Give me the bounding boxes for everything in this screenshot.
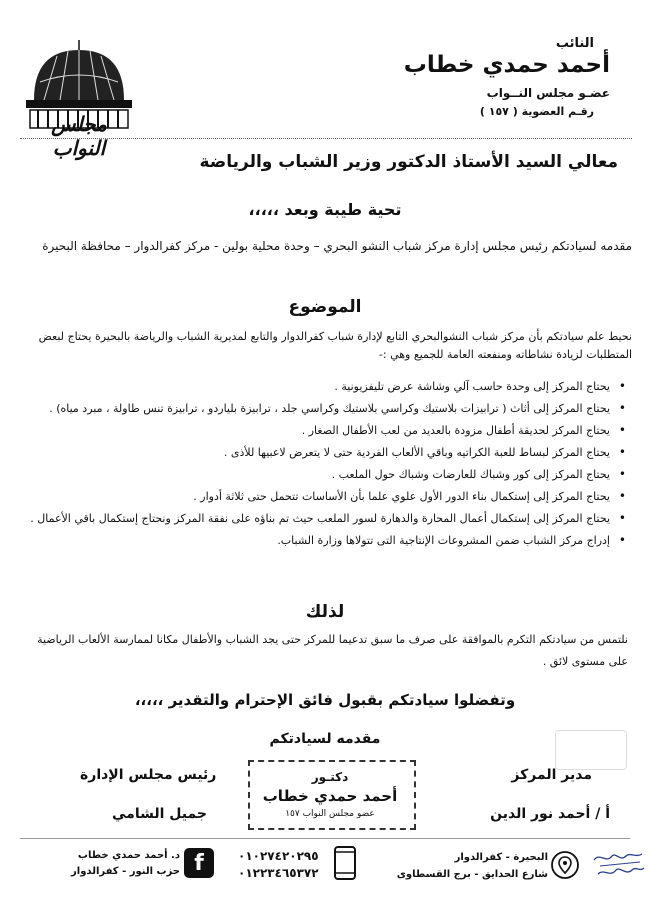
logo-text: مجلس النواب (51, 112, 107, 160)
phone-number-2: ٠١٢٢٣٤٦٥٣٧٢ (238, 866, 319, 880)
list-item: • يحتاج المركز لبساط للعبة الكراتيه وباقي الألعاب الفردية حتى لا يتعرض لاعبيها للأذى . (18, 444, 630, 461)
subject-heading: الموضوع (288, 297, 362, 317)
footer-party: حزب النور - كفرالدوار (71, 866, 180, 877)
board-head-name: جميل الشامي (112, 806, 207, 822)
header-membership-number: رقـم العضوية ( ١٥٧ ) (479, 105, 594, 118)
header-divider (20, 138, 632, 139)
footer-address-line-1: البحيرة - كفرالدوار (454, 852, 548, 863)
footer-name: د. أحمد حمدي خطاب (77, 850, 180, 861)
location-pin-icon (550, 850, 580, 880)
header-title: النائب (555, 36, 594, 51)
regards-line: وتفضلوا سيادتكم بقبول فائق الإحترام والتقدير ،،،،، (134, 691, 516, 709)
handwritten-signature (590, 846, 648, 886)
stamp-line-3: عضو مجلس النواب ١٥٧ (285, 809, 375, 819)
closing-request: نلتمس من سيادتكم التكرم بالموافقة على صرف ما سبق تدعيما للمركز حتى يجد الشباب والأطفال مكانا لممارسة الألعاب الرياضية على مستوى لائق . (37, 633, 628, 668)
list-item: • يحتاج المركز إلى وحدة حاسب آلي وشاشة عرض تليفزيونية . (18, 378, 630, 395)
header-name: أحمد حمدي خطاب (403, 52, 610, 78)
list-item: • يحتاج المركز إلى أثاث ( ترابيزات بلاستيك وكراسي بلاستيك وكراسي جلد ، ترابيزة بلياردو ، ترابيزة تنس طاولة ، مبرد مياه) . (18, 400, 630, 417)
stamp-line-1: دكتـور (311, 770, 349, 784)
mobile-phone-icon (332, 846, 358, 880)
submitted-by: مقدمه لسيادتكم (269, 731, 381, 747)
list-item: • يحتاج المركز إلى كور وشباك للعارضات وشباك حول الملعب . (18, 466, 630, 483)
therefore-heading: لذلك (305, 602, 345, 622)
faint-stamp (555, 730, 627, 770)
list-item: • يحتاج المركز إلى إستكمال بناء الدور الأول علوي علما بأن الأساسات تتحمل حتى ثلاثة أدوار . (18, 488, 630, 505)
phone-number-1: ٠١٠٢٧٤٢٠٢٩٥ (238, 849, 319, 863)
list-item: • يحتاج المركز لحديقة أطفال مزودة بالعديد من لعب الأطفال الصغار . (18, 422, 630, 439)
facebook-icon: f (184, 848, 214, 878)
addressee: معالي السيد الأستاذ الدكتور وزير الشباب والرياضة (199, 152, 618, 172)
greeting: تحية طيبة وبعد ،،،،، (248, 200, 402, 219)
board-head-title: رئيس مجلس الإدارة (80, 767, 217, 783)
header-member: عضـو مجلس النــواب (486, 86, 610, 100)
center-manager-title: مدير المركز (511, 767, 592, 783)
footer-divider (20, 838, 630, 839)
list-item: • إدراج مركز الشباب ضمن المشروعات الإنتاجية التى تتولاها وزارة الشباب. (18, 532, 630, 549)
requirements-list (18, 378, 630, 554)
stamp-line-2: أحمد حمدي خطاب (262, 787, 398, 805)
center-manager-name: أ / أحمد نور الدين (490, 806, 610, 822)
footer-address-line-2: شارع الحدايق - برج القسطاوى (396, 869, 548, 880)
subject-paragraph: نحيط علم سيادتكم بأن مركز شباب النشوالبحري التابع لإدارة شباب كفرالدوار والتابع لمديرية الشباب والرياضة بالبحيرة يحتاج لبعض المتطلبات لزيادة نشاطاته ومنفعته العامة للجميع وهي :- (38, 330, 632, 361)
list-item: • يحتاج المركز إلى إستكمال أعمال المحارة والدهارة لسور الملعب حيث تم بناؤه على نفقة المركز ونحتاج إستكمال باقي الأعمال . (18, 510, 630, 527)
intro-paragraph: مقدمه لسيادتكم رئيس مجلس إدارة مركز شباب النشو البحري – وحدة محلية بولين - مركز كفرالدوار – محافظة البحيرة (42, 239, 632, 253)
